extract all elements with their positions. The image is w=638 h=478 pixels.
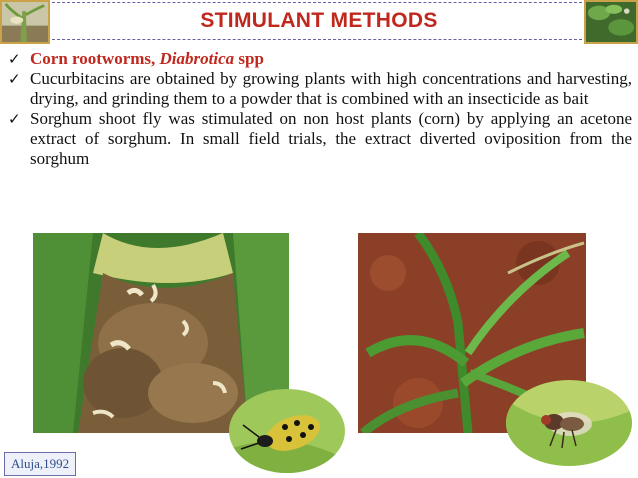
bullet-text: Sorghum shoot fly was stimulated on non host plants (corn) by applying an acetone extract of sorghum. In small field trials, the extract diverted oviposition from the sorghum (30, 109, 632, 168)
page-title: STIMULANT METHODS (200, 9, 438, 32)
bullet-item (6, 69, 632, 109)
title-border-bottom (52, 39, 582, 40)
shoot-fly-photo (506, 380, 632, 466)
bullet-highlight: Corn rootworms, Diabrotica spp (30, 49, 264, 68)
bullet-item (6, 109, 632, 169)
genus-name: Diabrotica (159, 49, 235, 68)
citation-label: Aluja,1992 (4, 452, 76, 476)
check-mark-icon: ✓ (8, 50, 21, 68)
bullet-item (6, 49, 632, 69)
check-mark-icon: ✓ (8, 110, 21, 128)
check-mark-icon: ✓ (8, 70, 21, 88)
bullet-list (6, 49, 632, 169)
bullet-text: Cucurbitacins are obtained by growing plants with high concentrations and harvesting, drying, and grinding them to a powder that is combined with an insecticide as bait (30, 69, 632, 108)
spotted-cucumber-beetle-photo (229, 389, 345, 473)
